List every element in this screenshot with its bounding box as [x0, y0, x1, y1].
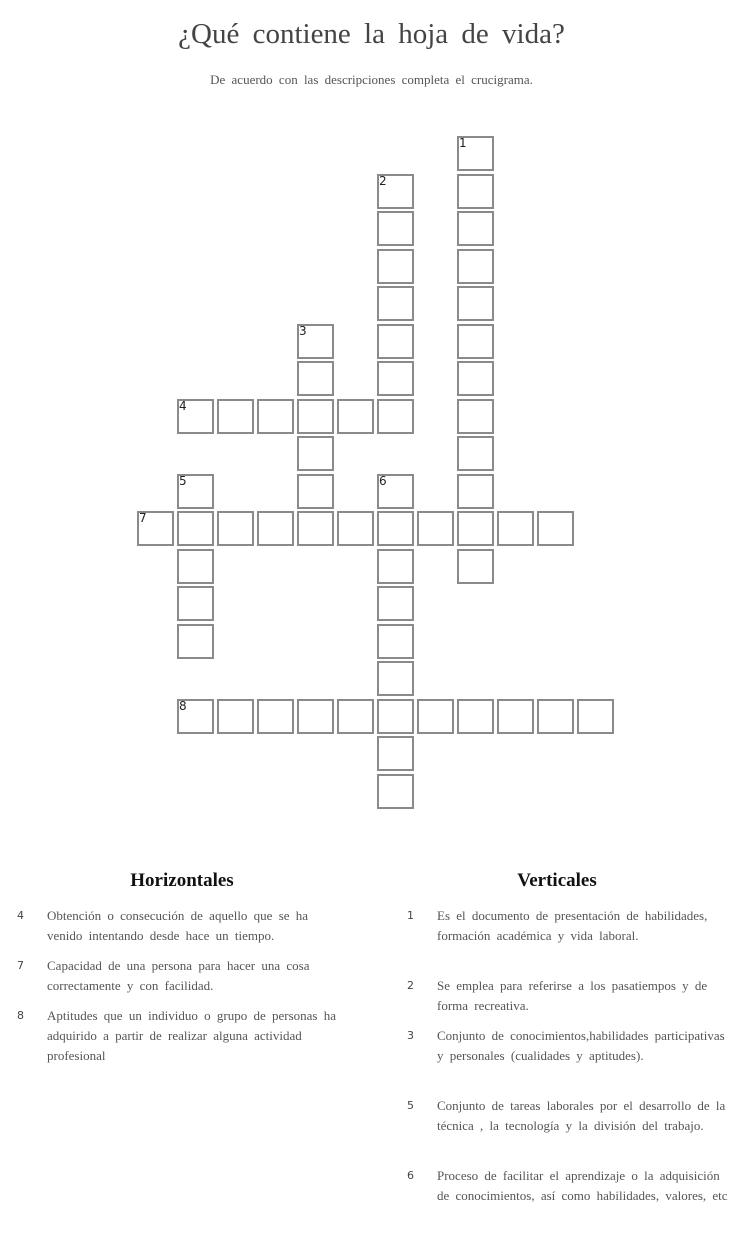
crossword-cell[interactable] [297, 324, 334, 359]
clue-number-label: 4 [179, 399, 187, 413]
crossword-cell[interactable] [377, 286, 414, 321]
crossword-cell[interactable] [217, 511, 254, 546]
clue-number-label: 3 [299, 324, 307, 338]
clue-number-label: 5 [179, 474, 187, 488]
crossword-cell[interactable] [537, 511, 574, 546]
clue-text: Obtención o consecución de aquello que se ha venido intentando desde hace un tiempo. [47, 908, 309, 943]
crossword-cell[interactable] [297, 361, 334, 396]
crossword-cell[interactable] [457, 211, 494, 246]
crossword-cell[interactable] [217, 699, 254, 734]
crossword-cell[interactable] [177, 474, 214, 509]
crossword-cell[interactable] [377, 511, 414, 546]
clue-text: Proceso de facilitar el aprendizaje o la adquisición de conocimientos, así como habilidades, valores, etc [437, 1168, 728, 1203]
crossword-cell[interactable] [497, 511, 534, 546]
clue-number-label: 8 [179, 699, 187, 713]
crossword-cell[interactable] [457, 174, 494, 209]
crossword-cell[interactable] [257, 511, 294, 546]
crossword-cell[interactable] [457, 249, 494, 284]
clue-number: 1 [407, 909, 414, 922]
crossword-cell[interactable] [577, 699, 614, 734]
clue-number: 4 [17, 909, 24, 922]
clue-number: 7 [17, 959, 24, 972]
crossword-cell[interactable] [377, 699, 414, 734]
down-heading: Verticales [517, 870, 597, 891]
clue-number-label: 2 [379, 174, 387, 188]
crossword-cell[interactable] [457, 549, 494, 584]
clue-number: 2 [407, 979, 414, 992]
page-title: ¿Qué contiene la hoja de vida? [178, 18, 565, 50]
crossword-cell[interactable] [457, 361, 494, 396]
crossword-cell[interactable] [377, 399, 414, 434]
clue-text: Aptitudes que un individuo o grupo de personas ha adquirido a partir de realizar alguna actividad profesional [47, 1008, 337, 1063]
crossword-cell[interactable] [177, 624, 214, 659]
crossword-cell[interactable] [337, 699, 374, 734]
crossword-cell[interactable] [457, 474, 494, 509]
crossword-cell[interactable] [417, 699, 454, 734]
clue-text: Se emplea para referirse a los pasatiempos y de forma recreativa. [437, 978, 708, 1013]
crossword-cell[interactable] [377, 586, 414, 621]
crossword-cell[interactable] [337, 511, 374, 546]
crossword-cell[interactable] [177, 511, 214, 546]
crossword-cell[interactable] [377, 624, 414, 659]
crossword-cell[interactable] [457, 399, 494, 434]
crossword-cell[interactable] [297, 436, 334, 471]
crossword-cell[interactable] [297, 474, 334, 509]
crossword-cell[interactable] [537, 699, 574, 734]
crossword-cell[interactable] [457, 699, 494, 734]
crossword-cell[interactable] [377, 661, 414, 696]
crossword-cell[interactable] [457, 286, 494, 321]
crossword-cell[interactable] [377, 736, 414, 771]
crossword-cell[interactable] [497, 699, 534, 734]
crossword-cell[interactable] [177, 549, 214, 584]
instructions: De acuerdo con las descripciones completa el crucigrama. [210, 72, 533, 87]
crossword-cell[interactable] [137, 511, 174, 546]
clue-number-label: 7 [139, 511, 147, 525]
crossword-cell[interactable] [297, 399, 334, 434]
crossword-cell[interactable] [457, 136, 494, 171]
crossword-cell[interactable] [177, 699, 214, 734]
clue-number: 8 [17, 1009, 24, 1022]
crossword-cell[interactable] [177, 399, 214, 434]
clue-text: Conjunto de conocimientos,habilidades participativas y personales (cualidades y aptitudes). [437, 1028, 725, 1063]
crossword-cell[interactable] [297, 511, 334, 546]
crossword-cell[interactable] [377, 324, 414, 359]
crossword-cell[interactable] [337, 399, 374, 434]
crossword-cell[interactable] [377, 549, 414, 584]
crossword-cell[interactable] [257, 399, 294, 434]
clue-number: 5 [407, 1099, 414, 1112]
crossword-cell[interactable] [457, 511, 494, 546]
clue-text: Es el documento de presentación de habilidades, formación académica y vida laboral. [437, 908, 708, 943]
crossword-cell[interactable] [297, 699, 334, 734]
crossword-cell[interactable] [377, 474, 414, 509]
clue-text: Capacidad de una persona para hacer una cosa correctamente y con facilidad. [47, 958, 310, 993]
crossword-cell[interactable] [377, 174, 414, 209]
crossword-cell[interactable] [377, 249, 414, 284]
crossword-cell[interactable] [257, 699, 294, 734]
crossword-cell[interactable] [177, 586, 214, 621]
clue-number-label: 6 [379, 474, 387, 488]
clue-number: 6 [407, 1169, 414, 1182]
across-heading: Horizontales [130, 870, 234, 891]
clue-number: 3 [407, 1029, 414, 1042]
crossword-cell[interactable] [457, 436, 494, 471]
crossword-cell[interactable] [377, 774, 414, 809]
clue-number-label: 1 [459, 136, 467, 150]
crossword-cell[interactable] [377, 361, 414, 396]
crossword-cell[interactable] [417, 511, 454, 546]
crossword-cell[interactable] [217, 399, 254, 434]
crossword-cell[interactable] [457, 324, 494, 359]
crossword-cell[interactable] [377, 211, 414, 246]
clue-text: Conjunto de tareas laborales por el desarrollo de la técnica , la tecnología y la división del trabajo. [437, 1098, 726, 1133]
